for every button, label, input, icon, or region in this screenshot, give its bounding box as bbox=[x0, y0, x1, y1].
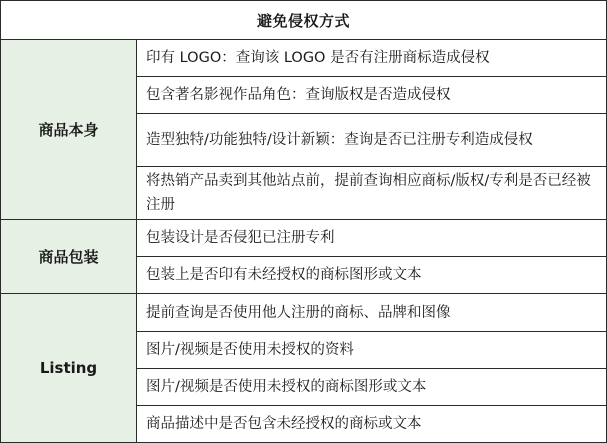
list-item: 包装上是否印有未经授权的商标图形或文本 bbox=[137, 257, 607, 294]
table-row bbox=[1, 220, 607, 257]
table-row bbox=[1, 294, 607, 332]
list-item: 将热销产品卖到其他站点前，提前查询相应商标/版权/专利是否已经被注册 bbox=[137, 167, 607, 220]
table-row bbox=[1, 40, 607, 77]
category-listing: Listing bbox=[1, 294, 137, 443]
category-product-itself: 商品本身 bbox=[1, 40, 137, 220]
list-item: 图片/视频是否使用未授权的商标图形或文本 bbox=[137, 369, 607, 406]
list-item: 商品描述中是否包含未经授权的商标或文本 bbox=[137, 406, 607, 443]
list-item: 提前查询是否使用他人注册的商标、品牌和图像 bbox=[137, 294, 607, 332]
list-item: 造型独特/功能独特/设计新颖：查询是否已注册专利造成侵权 bbox=[137, 114, 607, 167]
list-item: 印有 LOGO：查询该 LOGO 是否有注册商标造成侵权 bbox=[137, 40, 607, 77]
list-item: 包装设计是否侵犯已注册专利 bbox=[137, 220, 607, 257]
title-row bbox=[1, 1, 607, 40]
table-title: 避免侵权方式 bbox=[1, 1, 607, 40]
list-item: 图片/视频是否使用未授权的资料 bbox=[137, 332, 607, 369]
list-item: 包含著名影视作品角色：查询版权是否造成侵权 bbox=[137, 77, 607, 114]
category-packaging: 商品包装 bbox=[1, 220, 137, 294]
